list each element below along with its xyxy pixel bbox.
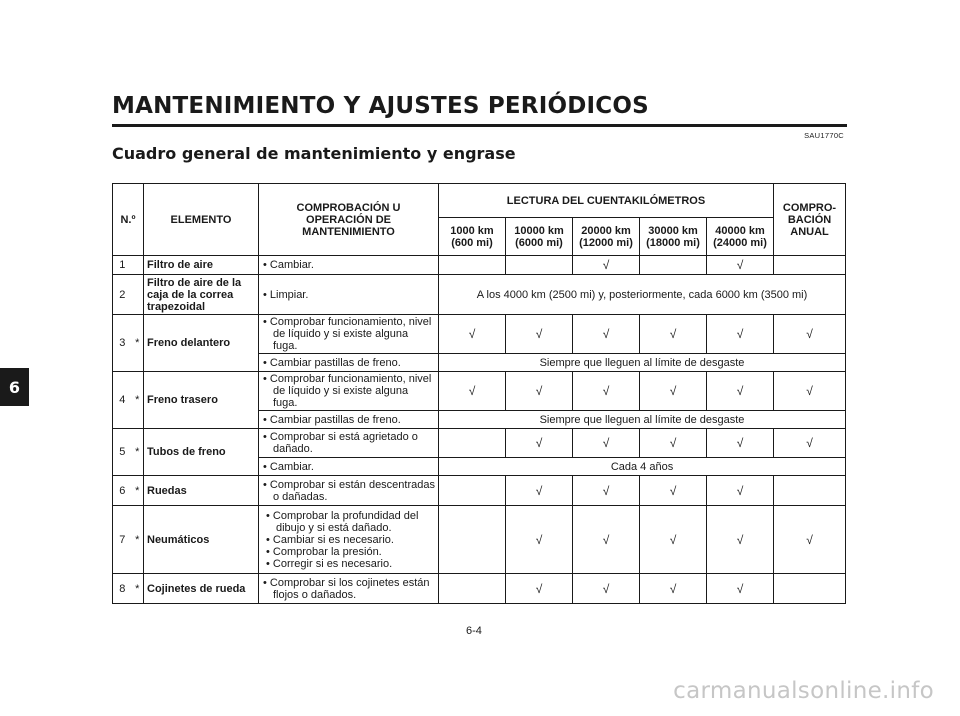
table-row: 2 Filtro de aire de la caja de la correa trapezoidal • Limpiar. A los 4000 km (2500 mi) y, posteriormente, cada 6000 km (3500 mi) [113, 275, 846, 315]
watermark: carmanualsonline.info [673, 678, 934, 704]
header-number: N.º [113, 184, 144, 256]
table-row: 7 * Neumáticos • Comprobar la profundidad del dibujo y si está dañado. • Cambiar si es necesario. • Comprobar la presión. • Corregir si es necesario. √ √ √ √ √ [113, 506, 846, 574]
page-number: 6-4 [466, 625, 482, 637]
check-mark: √ [506, 574, 573, 604]
table-row: 3 * Freno delantero • Comprobar funcionamiento, nivel de líquido y si existe alguna fuga. √ √ √ √ √ √ [113, 315, 846, 354]
check-mark: √ [707, 476, 774, 506]
header-odometer: LECTURA DEL CUENTAKILÓMETROS [439, 184, 774, 218]
check-mark: √ [573, 429, 640, 458]
check-mark: √ [439, 372, 506, 411]
table-row: 6 * Ruedas • Comprobar si están descentradas o dañadas. √ √ √ √ [113, 476, 846, 506]
check-mark: √ [506, 476, 573, 506]
interval-note: Siempre que lleguen al límite de desgaste [439, 354, 846, 372]
header-element: ELEMENTO [144, 184, 259, 256]
check-mark: √ [774, 429, 846, 458]
chapter-tab: 6 [0, 368, 29, 406]
page-title: MANTENIMIENTO Y AJUSTES PERIÓDICOS [112, 93, 649, 119]
header-check: COMPROBACIÓN U OPERACIÓN DE MANTENIMIENTO [259, 184, 439, 256]
check-mark: √ [573, 574, 640, 604]
check-mark: √ [573, 372, 640, 411]
header-annual: COMPRO- BACIÓN ANUAL [774, 184, 846, 256]
table-row: 4 * Freno trasero • Comprobar funcionamiento, nivel de líquido y si existe alguna fuga. √ √ √ √ √ √ [113, 372, 846, 411]
document-code: SAU1770C [804, 131, 844, 140]
title-rule [112, 124, 847, 127]
check-mark: √ [707, 429, 774, 458]
check-mark: √ [506, 315, 573, 354]
check-mark: √ [707, 372, 774, 411]
check-mark: √ [707, 574, 774, 604]
table-row: 1 Filtro de aire • Cambiar. √ √ [113, 256, 846, 275]
table-row: • Cambiar pastillas de freno. Siempre que lleguen al límite de desgaste [113, 354, 846, 372]
table-row: 5 * Tubos de freno • Comprobar si está agrietado o dañado. √ √ √ √ √ [113, 429, 846, 458]
check-mark: √ [774, 372, 846, 411]
check-mark: √ [640, 476, 707, 506]
check-mark: √ [573, 506, 640, 574]
maintenance-table [112, 183, 846, 604]
header-km-5: 40000 km (24000 mi) [707, 218, 774, 256]
table-row: • Cambiar. Cada 4 años [113, 458, 846, 476]
check-mark: √ [707, 506, 774, 574]
interval-note: A los 4000 km (2500 mi) y, posteriormente, cada 6000 km (3500 mi) [439, 275, 846, 315]
check-mark: √ [640, 315, 707, 354]
check-mark: √ [506, 429, 573, 458]
interval-note: Siempre que lleguen al límite de desgaste [439, 411, 846, 429]
check-mark: √ [506, 506, 573, 574]
table-row: 8 * Cojinetes de rueda • Comprobar si los cojinetes están flojos o dañados. √ √ √ √ [113, 574, 846, 604]
header-km-1: 1000 km (600 mi) [439, 218, 506, 256]
check-mark: √ [774, 315, 846, 354]
check-mark: √ [707, 315, 774, 354]
check-mark: √ [774, 506, 846, 574]
check-mark: √ [640, 506, 707, 574]
check-mark: √ [640, 429, 707, 458]
table-row: • Cambiar pastillas de freno. Siempre que lleguen al límite de desgaste [113, 411, 846, 429]
interval-note: Cada 4 años [439, 458, 846, 476]
check-mark: √ [640, 574, 707, 604]
section-heading: Cuadro general de mantenimiento y engrase [112, 144, 516, 163]
header-km-2: 10000 km (6000 mi) [506, 218, 573, 256]
check-mark: √ [573, 315, 640, 354]
header-km-4: 30000 km (18000 mi) [640, 218, 707, 256]
check-mark: √ [506, 372, 573, 411]
check-mark: √ [573, 476, 640, 506]
check-mark: √ [573, 256, 640, 275]
check-mark: √ [707, 256, 774, 275]
header-km-3: 20000 km (12000 mi) [573, 218, 640, 256]
check-mark: √ [439, 315, 506, 354]
check-mark: √ [640, 372, 707, 411]
